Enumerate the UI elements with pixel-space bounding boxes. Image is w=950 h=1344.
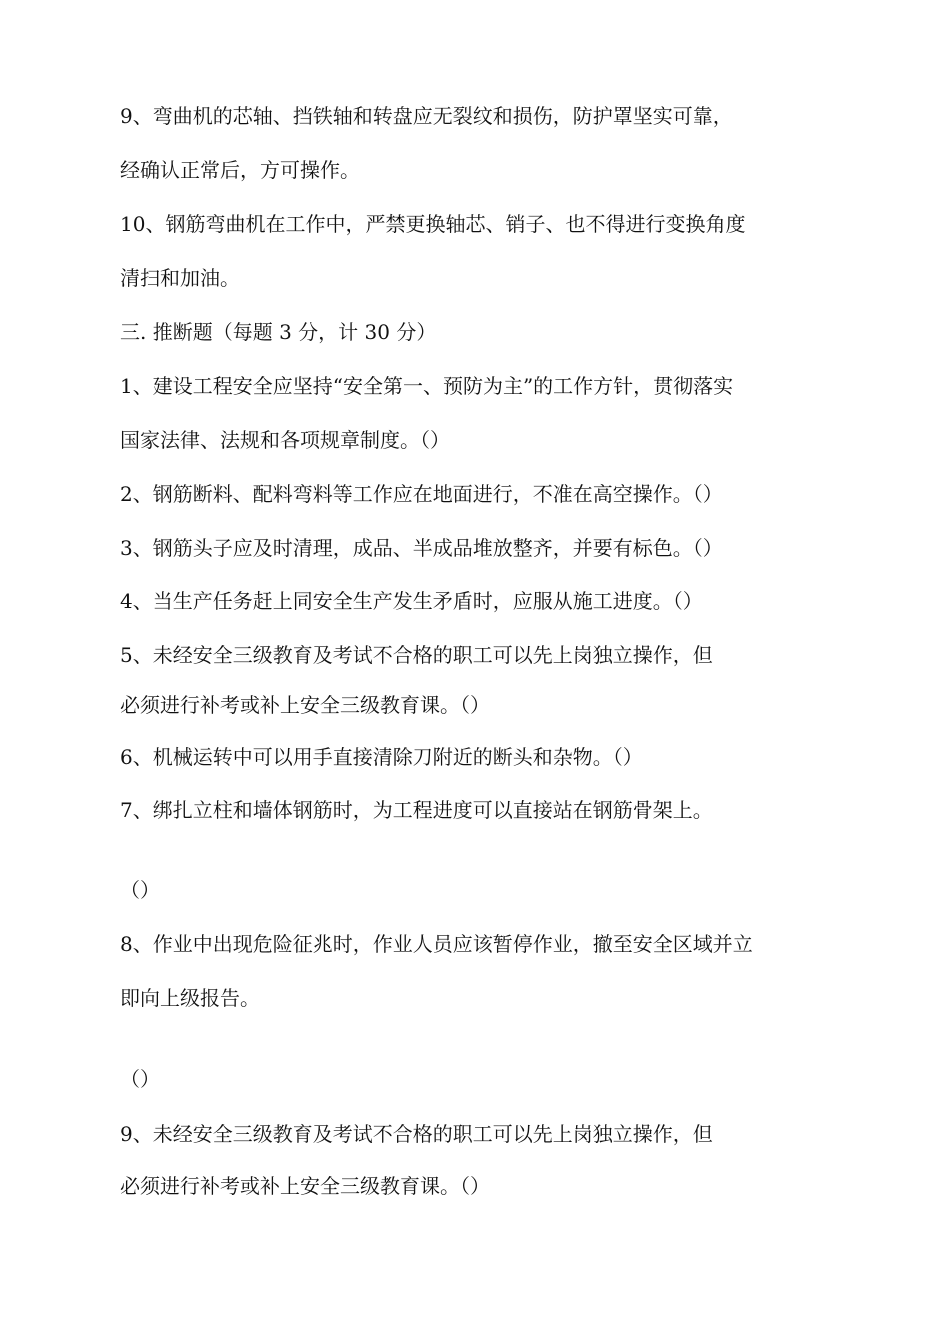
text-line: 9、弯曲机的芯轴、挡铁轴和转盘应无裂纹和损伤，防护罩坚实可靠， [120,104,733,128]
question-line: 即向上级报告。 [120,986,260,1010]
question-line: 国家法律、法规和各项规章制度。（） [120,428,450,452]
section-heading: 三. 推断题（每题 3 分，计 30 分） [120,320,437,344]
question-line: 7、绑扎立柱和墙体钢筋时，为工程进度可以直接站在钢筋骨架上。 [120,798,713,822]
question-line: 必须进行补考或补上安全三级教育课。（） [120,1174,490,1198]
question-line: 2、钢筋断料、配料弯料等工作应在地面进行，不准在高空操作。（） [120,482,723,506]
question-line: 4、当生产任务赶上同安全生产发生矛盾时，应服从施工进度。（） [120,589,703,613]
text-line: 经确认正常后，方可操作。 [120,158,360,182]
question-line: 9、未经安全三级教育及考试不合格的职工可以先上岗独立操作，但 [120,1122,713,1146]
answer-blank: （） [120,1067,160,1091]
question-line: 3、钢筋头子应及时清理，成品、半成品堆放整齐，并要有标色。（） [120,536,723,560]
question-line: 8、作业中出现危险征兆时，作业人员应该暂停作业，撤至安全区域并立 [120,932,753,956]
answer-blank: （） [120,878,160,902]
text-line: 清扫和加油。 [120,266,240,290]
question-line: 6、机械运转中可以用手直接清除刀附近的断头和杂物。（） [120,745,643,769]
question-line: 必须进行补考或补上安全三级教育课。（） [120,693,490,717]
question-line: 1、建设工程安全应坚持“安全第一、预防为主”的工作方针，贯彻落实 [120,374,734,398]
text-line: 10、钢筋弯曲机在工作中，严禁更换轴芯、销子、也不得进行变换角度 [120,212,746,236]
question-line: 5、未经安全三级教育及考试不合格的职工可以先上岗独立操作，但 [120,643,713,667]
